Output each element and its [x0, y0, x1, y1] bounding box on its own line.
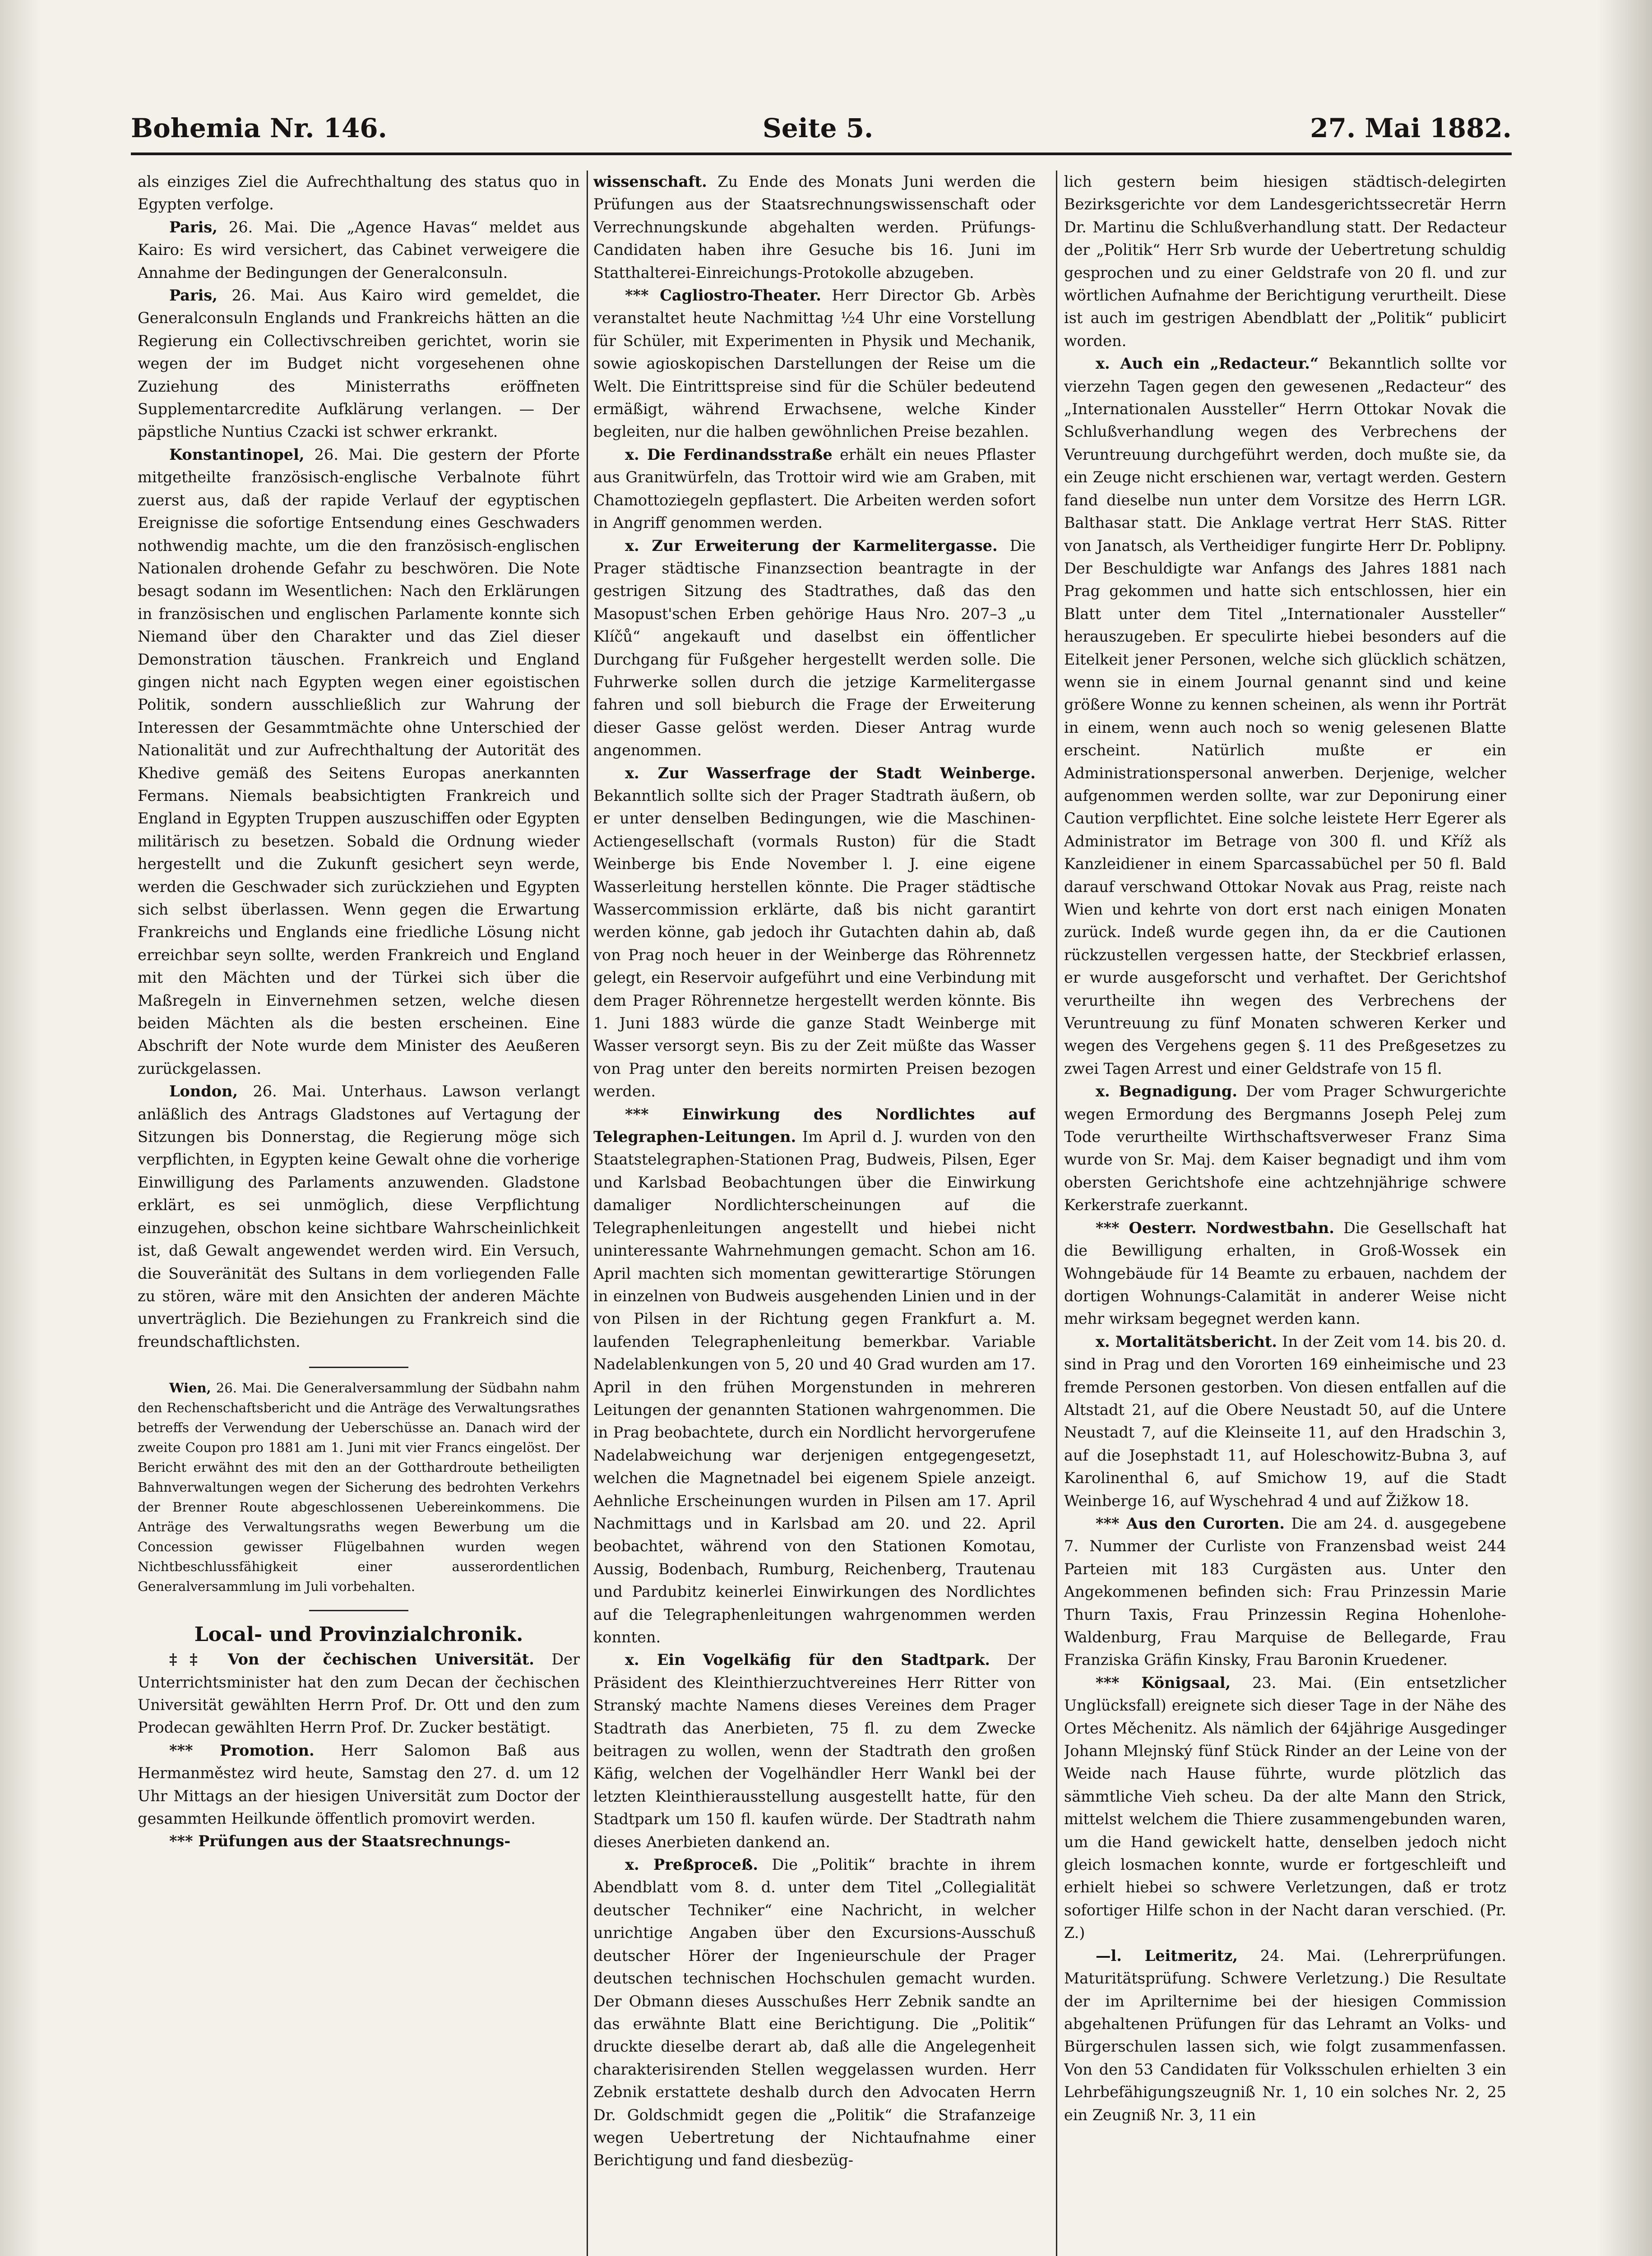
header-page-number: Seite 5. [763, 113, 874, 143]
article-curorte [1064, 1512, 1506, 1672]
dateline: Paris, [169, 218, 217, 236]
headline: *** Königsaal, [1096, 1674, 1231, 1692]
headline: *** Einwirkung des Nordlichtes auf Telegraphen-Leitungen. [593, 1105, 1036, 1146]
article-cagliostro [593, 284, 1036, 444]
scan-shadow-right [1598, 0, 1652, 2256]
headline: x. Zur Erweiterung der Karmelitergasse. [625, 536, 998, 555]
article-text: 26. Mai. Unterhaus. Lawson verlangt anläßlich des Antrags Gladstones auf Vertagung der Sitzungen bis Donnerstag, die Regierung möge sich verpflichten, in Egypten keine Gewalt ohne die vorherige Einwilligung des Parlaments anzuwenden. Gladstone erklärt, es sei unmöglich, diese Verpflichtung einzugehen, obschon keine sichtbare Wahrscheinlichkeit ist, daß Gewalt angewendet werden wird. Ein Versuch, die Souveränität des Sultans in dem vorliegenden Falle zu stören, wäre mit den Ansichten der anderen Mächte unverträglich. Die Beziehungen zu Frankreich sind die freundschaftlichsten. [138, 1082, 580, 1350]
article-promotion [138, 1739, 580, 1831]
article-vogelkaefig [593, 1649, 1036, 1854]
article-text: Der Unterrichtsminister hat den zum Decan der čechischen Universität gewählten Herrn Prof. Dr. Ott und den zum Prodecan gewählten Herrn Prof. Dr. Zucker bestätigt. [138, 1650, 580, 1737]
headline: x. Die Ferdinandsstraße [625, 445, 833, 463]
article-paragraph: als einziges Ziel die Aufrechthaltung des status quo in Egypten verfolge. [138, 173, 580, 213]
article-paris-2 [138, 284, 580, 444]
article-text: Die am 24. d. ausgegebene 7. Nummer der Curliste von Franzensbad weist 244 Parteien mit 183 Curgästen aus. Unter den Angekommenen befinden sich: Frau Prinzessin Marie Thurn Taxis, Frau Prinzessin Regina Hohenlohe-Waldenburg, Frau Marquise de Bellegarde, Frau Franziska Gräfin Kinsky, Frau Baronin Kruedener. [1064, 1514, 1506, 1669]
headline: —l. Leitmeritz, [1096, 1946, 1238, 1965]
article-text: Bekanntlich sollte vor vierzehn Tagen gegen den gewesenen „Redacteur“ des „Internationalen Aussteller“ Herrn Ottokar Novak die Schlußverhandlung wegen des Verbrechens der Veruntreuung durchgeführt werden, doch mußte sie, da ein Zeuge nicht erschienen war, vertagt werden. Gestern fand dieselbe nun unter dem Vorsitze des Herrn LGR. Balthasar statt. Die Anklage vertrat Herr StAS. Ritter von Janatsch, als Vertheidiger fungirte Herr Dr. Poblipny. Der Beschuldigte war Anfangs des Jahres 1881 nach Prag gekommen und hatte sich entschlossen, hier ein Blatt unter dem Titel „Internationaler Aussteller“ herauszugeben. Er speculirte hiebei besonders auf die Eitelkeit jener Personen, welche sich glücklich schätzen, wenn sie in einem Journal genannt sind und keine größere Wonne zu kennen scheinen, als wenn ihr Porträt in einem, wenn auch noch so wenig gelesenen Blatte erscheint. Natürlich mußte er ein Administrationspersonal anwerben. Derjenige, welcher aufgenommen werden sollte, war zur Deponirung einer Caution verpflichtet. Eine solche leistete Herr Egerer als Administrator im Betrage von 300 fl. und Kříž als Kanzleidiener in einem Sparcassabüchel per 50 fl. Bald darauf verschwand Ottokar Novak aus Prag, reiste nach Wien und kehrte von dort erst nach einigen Monaten zurück. Indeß wurde gegen ihn, da er die Cautionen rückzustellen vergessen hatte, der Steckbrief erlassen, er wurde ausgeforscht und verhaftet. Der Gerichtshof verurtheilte ihn wegen des Verbrechens der Veruntreuung zu fünf Monaten schweren Kerker und wegen des Vergehens gegen §. 11 des Preßgesetzes zu zwei Tagen Arrest und einer Geldstrafe von 15 fl. [1064, 355, 1506, 1077]
article-universitaet [138, 1648, 580, 1739]
dateline: London, [169, 1082, 238, 1100]
page-header [131, 113, 1512, 153]
article-text: Herr Salomon Baß aus Hermanměstez wird heute, Samstag den 27. d. um 12 Uhr Mittags an der hiesigen Universität zum Doctor der gesammten Heilkunde öffentlich promovirt werden. [138, 1741, 580, 1827]
dateline: Paris, [169, 287, 217, 305]
article-redacteur [1064, 352, 1506, 1080]
article-pressprocess [593, 1854, 1036, 2172]
column-2 [593, 171, 1036, 2256]
article-nordlicht [593, 1103, 1036, 1649]
section-title: Local- und Provinzialchronik. [194, 1623, 523, 1646]
article-pressprocess-cont: lich gestern beim hiesigen städtisch-delegirten Bezirksgerichte vor dem Landesgerichtssecretär Herrn Dr. Martinu die Schlußverhandlung statt. Der Redacteur der „Politik“ Herr Srb wurde der Uebertretung schuldig gesprochen und zu einer Geldstrafe von 20 fl. und zur wörtlichen Aufnahme der Berichtigung verurtheilt. Diese ist auch im gestrigen Abendblatt der „Politik“ publicirt worden. [1064, 173, 1506, 350]
headline: *** Aus den Curorten. [1096, 1514, 1285, 1532]
article-karmelitergasse [593, 535, 1036, 762]
header-title: Bohemia Nr. 146. [131, 113, 387, 143]
article-pruefungen-cont [593, 171, 1036, 284]
headline: *** Cagliostro-Theater. [625, 287, 821, 305]
headline: wissenschaft. [593, 173, 707, 190]
header-date: 27. Mai 1882. [1310, 113, 1512, 143]
headline: *** Promotion. [169, 1741, 315, 1759]
article-text: Im April d. J. wurden von den Staatstelegraphen-Stationen Prag, Budweis, Pilsen, Eger und Karlsbad Beobachtungen über die Einwirkung damaliger Nordlichterscheinungen auf die Telegraphenleitungen angestellt und hiebei nicht uninteressante Wahrnehmungen gemacht. Schon am 16. April machten sich momentan gewitterartige Störungen in einzelnen von Budweis ausgehenden Linien und in der von Pilsen in der Richtung gegen Frankfurt a. M. laufenden Telegraphenleitung bemerkbar. Variable Nadelablenkungen von 5, 20 und 40 Grad wurden am 17. April in den frühen Morgenstunden in mehreren Leitungen der genannten Stationen wahrgenommen. Die in Prag beobachtete, durch ein Nordlicht hervorgerufene Nadelabweichung war derjenigen entgegengesetzt, welchen die Magnetnadel bei eigenem Spiele anzeigt. Aehnliche Erscheinungen wurden in Pilsen am 17. April Nachmittags und in Karlsbad am 20. und 22. April beobachtet, während von den Stationen Komotau, Aussig, Bodenbach, Rumburg, Reichenberg, Trautenau und Pardubitz keinerlei Einwirkungen des Nordlichtes auf die Telegraphenleitungen wahrgenommen werden konnten. [593, 1128, 1036, 1646]
article-leitmeritz [1064, 1945, 1506, 2127]
article-koenigsaal [1064, 1672, 1506, 1945]
article-text: 24. Mai. (Lehrerprüfungen. Maturitätsprüfung. Schwere Verletzung.) Die Resultate der im Aprilternime bei der hiesigen Commission abgehaltenen Prüfungen für das Lehramt an Volks- und Bürgerschulen lassen sich, wie folgt zusammenfassen. Von den 53 Candidaten für Volksschulen erhielten 3 ein Lehrbefähigungszeugniß Nr. 1, 10 ein solches Nr. 2, 25 ein Zeugniß Nr. 3, 11 ein [1064, 1946, 1506, 2124]
article-wasserfrage [593, 762, 1036, 1103]
article-text: Zu Ende des Monats Juni werden die Prüfungen aus der Staatsrechnungswissenschaft oder Verrechnungskunde abgehalten werden. Prüfungs-Candidaten haben ihre Gesuche bis 16. Juni im Statthalterei-Einreichungs-Protokolle abzugeben. [593, 173, 1036, 282]
headline: x. Auch ein „Redacteur.“ [1096, 355, 1319, 373]
scan-shadow-left [0, 0, 41, 2256]
article-london [138, 1080, 580, 1353]
headline: x. Begnadigung. [1096, 1082, 1237, 1100]
article-text: Herr Director Gb. Arbès veranstaltet heute Nachmittag ½4 Uhr eine Vorstellung für Schüler, mit Experimenten in Physik und Mechanik, sowie agioskopischen Darstellungen der Reise um die Welt. Die Eintrittspreise sind für die Schüler bedeutend ermäßigt, während Erwachsene, welche Kinder begleiten, nur die halben gewöhnlichen Preise bezahlen. [593, 287, 1036, 441]
article-ferdinandsstrasse [593, 444, 1036, 535]
column-1 [138, 171, 580, 2256]
headline: x. Ein Vogelkäfig für den Stadtpark. [625, 1651, 990, 1669]
article-text: 26. Mai. Die „Agence Havas“ meldet aus Kairo: Es wird versichert, das Cabinet verweigere die Annahme der Bedingungen der Generalconsuln. [138, 218, 580, 282]
article-text: 26. Mai. Die gestern der Pforte mitgetheilte französisch-englische Verbalnote führt zuerst aus, daß der rapide Verlauf der egyptischen Ereignisse die sofortige Entsendung eines Geschwaders nothwendig machte, um die den französisch-englischen Nationalen drohende Gefahr zu beschwören. Die Note besagt sodann im Wesentlichen: Nach den Erklärungen in französischen und englischen Parlamente konnte sich Niemand über den Charakter und das Ziel dieser Demonstration täuschen. Frankreich und England gingen nicht nach Egypten wegen einer egoistischen Politik, sondern ausschließlich zur Wahrung der Interessen der Gesammtmächte ohne Unterschied der Nationalität und zur Aufrechthaltung der Autorität des Khedive gemäß des Seitens Europas anerkannten Fermans. Niemals beabsichtigten Frankreich und England in Egypten Truppen auszuschiffen oder Egypten militärisch zu besetzen. Sobald die Ordnung wieder hergestellt und die Zukunft gesichert seyn werde, werden die Geschwader sich zurückziehen und Egypten sich selbst überlassen. Wenn gegen die Erwartung Frankreichs und Englands eine friedliche Lösung nicht erreichbar seyn sollte, werden Frankreich und England mit den Mächten und der Türkei sich über die Maßregeln in Einvernehmen setzen, welche diesen beiden Mächten als die besten erscheinen. Eine Abschrift der Note wurde dem Minister des Aeußeren zurückgelassen. [138, 445, 580, 1077]
headline: x. Preßproceß. [625, 1856, 759, 1874]
article-text: erhält ein neues Pflaster aus Granitwürfeln, das Trottoir wird wie am Graben, mit Chamottoziegeln gepflastert. Die Arbeiten werden sofort in Angriff genommen werden. [593, 445, 1036, 532]
article-konstantinopel [138, 444, 580, 1080]
headline: ‡‡ Von der čechischen Universität. [169, 1650, 534, 1669]
article-paris-1 [138, 216, 580, 284]
headline: *** Oesterr. Nordwestbahn. [1096, 1219, 1334, 1237]
separator-line [309, 1610, 408, 1611]
article-nordwestbahn [1064, 1217, 1506, 1331]
article-text: Die „Politik“ brachte in ihrem Abendblatt vom 8. d. unter dem Titel „Collegialität deutscher Techniker“ eine Nachricht, in welcher unrichtige Angaben über den Excursions-Ausschuß deutscher Hörer der Ingenieurschule der Prager deutschen technischen Hochschulen gemacht wurden. Der Obmann dieses Ausschußes Herr Zebnik sandte an das erwähnte Blatt eine Berichtigung. Die „Politik“ druckte dieselbe derart ab, daß alle die Angelegenheit charakterisirenden Stellen weggelassen wurden. Herr Zebnik erstattete deshalb durch den Advocaten Herrn Dr. Goldschmidt gegen die „Politik“ die Strafanzeige wegen Uebertretung der Nichtaufnahme einer Berichtigung und fand diesbezüg- [593, 1856, 1036, 2169]
article-text: 26. Mai. Aus Kairo wird gemeldet, die Generalconsuln Englands und Frankreichs hätten an die Regierung ein Collectivschreiben gerichtet, worin sie wegen der im Budget nicht vorgesehenen ohne Zuziehung des Ministerraths eröffneten Supplementarcredite Aufklärung verlangen. — Der päpstliche Nuntius Czacki ist schwer erkrankt. [138, 287, 580, 441]
article-text: Bekanntlich sollte sich der Prager Stadtrath äußern, ob er unter denselben Bedingungen, wie die Maschinen-Actiengesellschaft (vormals Ruston) für die Stadt Weinberge bis Ende November l. J. eine eigene Wasserleitung herstellen könnte. Die Prager städtische Wassercommission erklärte, daß bis nicht garantirt werden könne, gab jedoch ihr Gutachten dahin ab, daß von Prag noch heuer in der Weinberge das Röhrennetz gelegt, ein Reservoir aufgeführt und eine Verbindung mit dem Prager Röhrennetze hergestellt werden könnte. Bis 1. Juni 1883 würde die ganze Stadt Weinberge mit Wasser versorgt seyn. Bis zu der Zeit müßte das Wasser von Prag unter den bereits normirten Preisen bezogen werden. [593, 786, 1036, 1100]
article-text: Die Prager städtische Finanzsection beantragte in der gestrigen Sitzung des Stadtrathes, daß das den Masopust'schen Erben gehörige Haus Nro. 207–3 „u Klíčů“ angekauft und daselbst ein öffentlicher Durchgang für Fußgeher hergestellt werden solle. Die Fuhrwerke sollen durch die jetzige Karmelitergasse fahren und soll bieburch die Frage der Erweiterung dieser Gasse gelöst werden. Dieser Antrag wurde angenommen. [593, 536, 1036, 759]
article-wien [138, 1378, 580, 1596]
article-text: In der Zeit vom 14. bis 20. d. sind in Prag und den Vororten 169 einheimische und 23 fremde Personen gestorben. Von diesen entfallen auf die Altstadt 21, auf die Obere Neustadt 50, auf die Untere Neustadt 7, auf die Kleinseite 11, auf den Hradschin 3, auf die Josephstadt 11, auf Holeschowitz-Bubna 3, auf Karolinenthal 6, auf Smichow 19, auf die Stadt Weinberge 16, auf Wyschehrad 4 und auf Žižkow 18. [1064, 1332, 1506, 1510]
article-text: Der Präsident des Kleinthierzuchtvereines Herr Ritter von Stranský machte Namens dieses Vereines dem Prager Stadtrath das Anerbieten, 75 fl. zu dem Zwecke beitragen zu wollen, wenn der Stadtrath den großen Käfig, welchen der Vogelhändler Herr Wankl bei der letzten Kleinthierausstellung ausgestellt hatte, für den Stadtpark um 150 fl. kaufen würde. Der Stadtrath nahm dieses Anerbieten dankend an. [593, 1651, 1036, 1851]
column-divider-2 [1056, 171, 1057, 2256]
article-text: 23. Mai. (Ein entsetzlicher Unglücksfall) ereignete sich dieser Tage in der Nähe des Ortes Měchenitz. Als nämlich der 64jährige Ausgedinger Johann Mlejnský fünf Stück Rinder an der Leine von der Weide nach Hause führte, wurde plötzlich das sämmtliche Vieh scheu. Da der alte Mann den Strick, mittelst welchem die Thiere zusammengebunden waren, um die Hand gewickelt hatte, denselben jedoch nicht gleich losmachen konnte, wurde er fortgeschleift und erhielt hiebei so schwere Verletzungen, daß er trotz sofortiger Hilfe schon in der Nacht daran verschied. (Pr. Z.) [1064, 1674, 1506, 1942]
article-text: Die Gesellschaft hat die Bewilligung erhalten, in Groß-Wossek ein Wohngebäude für 14 Beamte zu erbauen, nachdem der dortigen Wohnungs-Calamität in anderer Weise nicht mehr wirksam begegnet werden kann. [1064, 1219, 1506, 1328]
article-begnadigung [1064, 1080, 1506, 1216]
headline: x. Zur Wasserfrage der Stadt Weinberge. [625, 764, 1036, 782]
column-divider-1 [587, 171, 588, 2256]
headline: x. Mortalitätsbericht. [1096, 1332, 1277, 1350]
column-3 [1064, 171, 1506, 2256]
article-text: Der vom Prager Schwurgerichte wegen Ermordung des Bergmanns Joseph Pelej zum Tode verurtheilte Wirthschaftsverweser Franz Sima wurde von Sr. Maj. dem Kaiser begnadigt und ihm vom obersten Gerichtshofe eine achtzehnjährige schwere Kerkerstrafe zuerkannt. [1064, 1082, 1506, 1214]
headline: *** Prüfungen aus der Staatsrechnungs- [169, 1832, 511, 1850]
article-pruefungen [138, 1830, 580, 1853]
header-rule [131, 153, 1512, 155]
separator-line [309, 1367, 408, 1368]
article-mortalitaet [1064, 1331, 1506, 1512]
dateline: Konstantinopel, [169, 445, 305, 463]
dateline: Wien, [169, 1380, 211, 1396]
article-text: 26. Mai. Die Generalversammlung der Südbahn nahm den Rechenschaftsbericht und die Anträge des Verwaltungsrathes betreffs der Verwendung der Ueberschüsse an. Danach wird der zweite Coupon pro 1881 am 1. Juni mit vier Francs eingelöst. Der Bericht erwähnt des mit den an der Gotthardroute betheiligten Bahnverwaltungen wegen der Sicherung des bedrohten Verkehrs der Brenner Route abgeschlossenen Uebereinkommens. Die Anträge des Verwaltungsraths wegen Bewerbung um die Concession gewisser Flügelbahnen wurden wegen Nichtbeschlussfähigkeit einer ausserordentlichen Generalversammlung im Juli vorbehalten. [138, 1380, 580, 1595]
